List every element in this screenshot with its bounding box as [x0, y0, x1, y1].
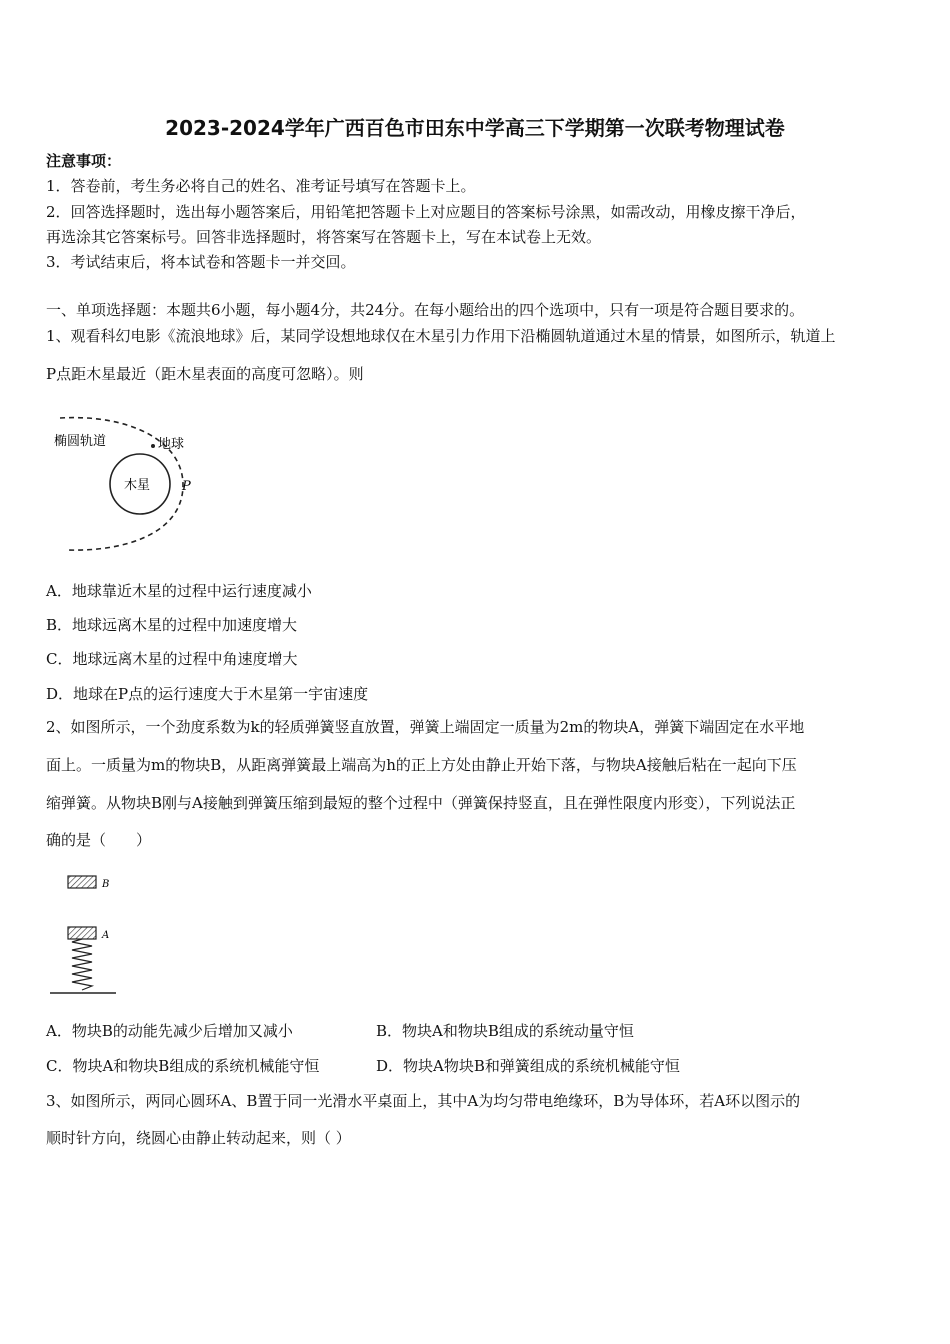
notice-item-3: 3．考试结束后，将本试卷和答题卡一并交回。	[46, 253, 356, 271]
q1-stem-line2: P点距木星最近（距木星表面的高度可忽略）。则	[46, 365, 364, 383]
q3-stem-line2: 顺时针方向，绕圆心由静止转动起来，则（ ）	[46, 1129, 351, 1147]
q2-option-a: A．物块B的动能先减少后增加又减小	[46, 1022, 293, 1040]
notice-item-2: 2．回答选择题时，选出每小题答案后，用铅笔把答题卡上对应题目的答案标号涂黑，如需改动，用橡皮擦干净后，	[46, 203, 806, 221]
q2-option-d: D．物块A物块B和弹簧组成的系统机械能守恒	[376, 1057, 680, 1075]
orbit-label: 椭圆轨道	[54, 434, 107, 449]
q2-option-c: C．物块A和物块B组成的系统机械能守恒	[46, 1057, 320, 1075]
section-heading: 一、单项选择题：本题共6小题，每小题4分，共24分。在每小题给出的四个选项中，只有一项是符合题目要求的。	[46, 301, 805, 319]
q2-stem-line1: 2、如图所示，一个劲度系数为k的轻质弹簧竖直放置，弹簧上端固定一质量为2m的物块A，弹簧下端固定在水平地	[46, 718, 805, 736]
q2-stem-line2: 面上。一质量为m的物块B，从距离弹簧最上端高为h的正上方处由静止开始下落，与物块A接触后粘在一起向下压	[46, 756, 797, 774]
block-b-label: B	[102, 879, 110, 890]
notice-item-2-cont: 再选涂其它答案标号。回答非选择题时，将答案写在答题卡上，写在本试卷上无效。	[46, 228, 602, 246]
block-b	[68, 876, 96, 888]
q1-option-b: B．地球远离木星的过程中加速度增大	[46, 616, 298, 634]
block-a	[68, 927, 96, 939]
jupiter-label: 木星	[124, 478, 151, 493]
q2-stem-line4: 确的是（ ）	[46, 831, 152, 849]
page-title: 2023-2024学年广西百色市田东中学高三下学期第一次联考物理试卷	[165, 116, 785, 140]
q1-stem-line1: 1、观看科幻电影《流浪地球》后，某同学设想地球仅在木星引力作用下沿椭圆轨道通过木星的情景，如图所示，轨道上	[46, 327, 836, 345]
notice-item-1: 1．答卷前，考生务必将自己的姓名、准考证号填写在答题卡上。	[46, 177, 476, 195]
q2-option-b: B．物块A和物块B组成的系统动量守恒	[376, 1022, 634, 1040]
notice-heading: 注意事项：	[46, 152, 122, 170]
q1-option-a: A．地球靠近木星的过程中运行速度减小	[46, 582, 312, 600]
q2-spring-figure	[48, 870, 128, 1000]
block-a-label: A	[102, 930, 110, 941]
spring-coil	[72, 939, 92, 990]
point-p-label: P	[182, 479, 191, 494]
q2-stem-line3: 缩弹簧。从物块B刚与A接触到弹簧压缩到最短的整个过程中（弹簧保持竖直，且在弹性限度内形变），下列说法正	[46, 794, 796, 812]
q1-orbit-figure	[48, 410, 208, 560]
q3-stem-line1: 3、如图所示，两同心圆环A、B置于同一光滑水平桌面上，其中A为均匀带电绝缘环，B为导体环，若A环以图示的	[46, 1092, 801, 1110]
earth-dot	[151, 444, 155, 448]
earth-label: 地球	[158, 437, 185, 452]
q1-option-d: D．地球在P点的运行速度大于木星第一宇宙速度	[46, 685, 369, 703]
q1-option-c: C．地球远离木星的过程中角速度增大	[46, 650, 298, 668]
